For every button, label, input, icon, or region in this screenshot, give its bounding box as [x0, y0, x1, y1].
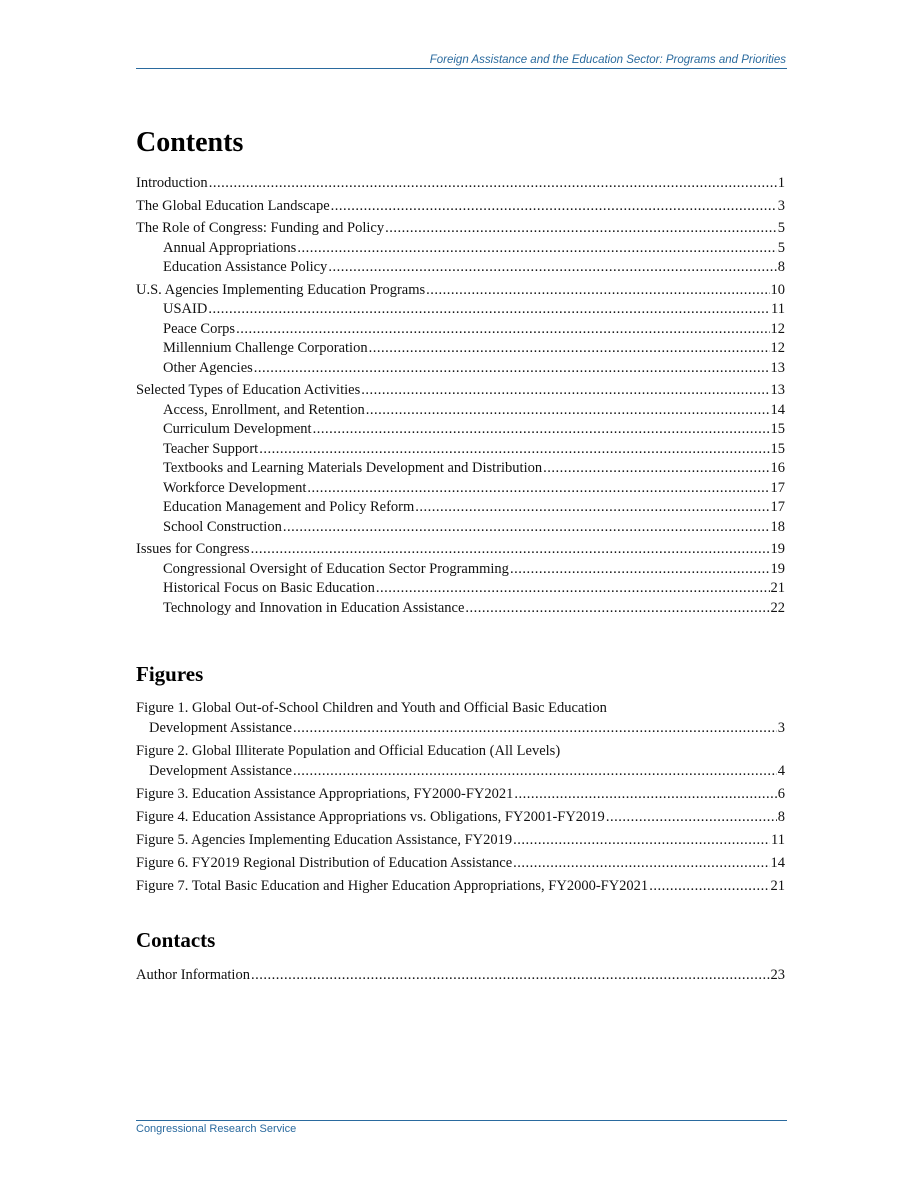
figure-title-continuation: Development Assistance — [149, 720, 292, 736]
toc-entry-textbooks-learning-materials[interactable] — [136, 459, 785, 479]
toc-page-number: 18 — [770, 518, 785, 535]
toc-page-number: 3 — [777, 197, 785, 214]
figure-entry-4[interactable] — [136, 807, 785, 827]
toc-entry-role-of-congress[interactable] — [136, 219, 785, 239]
figure-page-number: 14 — [770, 855, 785, 871]
dot-leader — [513, 853, 769, 873]
toc-page-number: 12 — [770, 320, 785, 337]
toc-entry-introduction[interactable] — [136, 174, 785, 194]
toc-entry-issues-for-congress[interactable] — [136, 540, 785, 560]
toc-page-number: 16 — [770, 460, 785, 476]
toc-entry-congressional-oversight[interactable] — [136, 560, 785, 580]
dot-leader — [649, 876, 769, 896]
toc-entry-millennium-challenge-corporation[interactable] — [136, 339, 785, 359]
figure-title: Figure 7. Total Basic Education and Higher Education Appropriations, FY2000-FY2021 — [136, 878, 649, 894]
figures-heading: Figures — [136, 662, 204, 686]
toc-entry-label: Access, Enrollment, and Retention — [163, 401, 365, 418]
dot-leader — [513, 830, 770, 850]
toc-entry-label: Education Assistance Policy — [163, 259, 328, 275]
toc-entry-annual-appropriations[interactable] — [136, 239, 785, 259]
toc-page-number: 5 — [777, 239, 785, 256]
footer-rule — [136, 1120, 787, 1121]
toc-entry-label: Congressional Oversight of Education Sector Programming — [163, 560, 509, 577]
figure-page-number: 11 — [771, 832, 785, 848]
toc-entry-access-enrollment-retention[interactable] — [136, 401, 785, 421]
toc-entry-label: The Global Education Landscape — [136, 197, 330, 214]
toc-entry-global-education-landscape[interactable] — [136, 197, 785, 217]
dot-leader — [331, 197, 777, 217]
toc-entry-school-construction[interactable] — [136, 518, 785, 538]
figure-title-continuation: Development Assistance — [149, 763, 292, 779]
toc-entry-label: Textbooks and Learning Materials Development and Distribution — [163, 460, 543, 476]
dot-leader — [307, 479, 769, 499]
toc-entry-workforce-development[interactable] — [136, 479, 785, 499]
dot-leader — [254, 359, 770, 379]
contacts-list — [136, 963, 785, 986]
toc-entry-label: Historical Focus on Basic Education — [163, 580, 375, 596]
toc-entry-label: Technology and Innovation in Education Assistance — [163, 599, 465, 616]
toc-page-number: 15 — [770, 421, 785, 437]
dot-leader — [465, 599, 769, 619]
dot-leader — [510, 560, 770, 580]
toc-entry-usaid[interactable] — [136, 300, 785, 320]
toc-page-number: 12 — [770, 340, 785, 356]
toc-entry-label: Other Agencies — [163, 359, 253, 376]
dot-leader — [208, 300, 770, 320]
figure-entry-2[interactable] — [136, 741, 785, 781]
toc-entry-label: U.S. Agencies Implementing Education Programs — [136, 281, 426, 298]
toc-page-number: 17 — [770, 479, 785, 496]
footer-organization: Congressional Research Service — [136, 1123, 297, 1135]
dot-leader — [293, 718, 777, 738]
contents-heading: Contents — [136, 127, 244, 158]
figure-page-number: 6 — [777, 786, 785, 802]
figure-page-number: 21 — [770, 878, 785, 894]
contents-list — [136, 174, 785, 618]
running-header: Foreign Assistance and the Education Sector: Programs and Priorities — [429, 54, 786, 66]
toc-entry-label: Annual Appropriations — [163, 239, 297, 256]
dot-leader — [283, 518, 770, 538]
figure-entry-7[interactable] — [136, 876, 785, 896]
figure-page-number: 8 — [777, 809, 785, 825]
toc-entry-label: USAID — [163, 301, 208, 317]
toc-entry-label: Peace Corps — [163, 320, 236, 337]
figure-title: Figure 3. Education Assistance Appropriations, FY2000-FY2021 — [136, 786, 514, 802]
toc-entry-label: Teacher Support — [163, 440, 259, 457]
dot-leader — [259, 440, 769, 460]
figure-entry-1[interactable] — [136, 698, 785, 738]
toc-entry-education-management-policy-reform[interactable] — [136, 498, 785, 518]
toc-page-number: 14 — [770, 401, 785, 418]
toc-entry-label: The Role of Congress: Funding and Policy — [136, 220, 385, 236]
dot-leader — [251, 966, 770, 986]
toc-entry-label: Curriculum Development — [163, 421, 312, 437]
dot-leader — [236, 320, 769, 340]
toc-entry-label: Introduction — [136, 175, 208, 191]
figure-page-number: 4 — [777, 763, 785, 779]
figure-title: Figure 5. Agencies Implementing Education Assistance, FY2019 — [136, 832, 513, 848]
toc-page-number: 13 — [770, 359, 785, 376]
toc-entry-label: Selected Types of Education Activities — [136, 382, 361, 398]
toc-page-number: 19 — [770, 541, 785, 557]
toc-entry-label: Workforce Development — [163, 479, 307, 496]
toc-entry-label: Education Management and Policy Reform — [163, 499, 415, 515]
toc-entry-other-agencies[interactable] — [136, 359, 785, 379]
figure-entry-3[interactable] — [136, 784, 785, 804]
contacts-heading: Contacts — [136, 928, 216, 952]
contact-page-number: 23 — [770, 967, 785, 983]
toc-entry-us-agencies[interactable] — [136, 281, 785, 301]
toc-entry-selected-types[interactable] — [136, 381, 785, 401]
dot-leader — [369, 339, 770, 359]
dot-leader — [385, 219, 777, 239]
toc-entry-education-assistance-policy[interactable] — [136, 258, 785, 278]
dot-leader — [543, 459, 769, 479]
figure-entry-5[interactable] — [136, 830, 785, 850]
figures-list — [136, 698, 785, 896]
dot-leader — [313, 420, 770, 440]
dot-leader — [251, 540, 770, 560]
dot-leader — [514, 784, 776, 804]
toc-entry-technology-innovation[interactable] — [136, 599, 785, 619]
figure-entry-6[interactable] — [136, 853, 785, 873]
dot-leader — [328, 258, 776, 278]
toc-page-number: 5 — [777, 220, 785, 236]
figure-title-line: Figure 2. Global Illiterate Population and Official Education (All Levels) — [136, 743, 561, 759]
toc-entry-label: Issues for Congress — [136, 541, 250, 557]
toc-entry-historical-focus[interactable] — [136, 579, 785, 599]
dot-leader — [293, 761, 777, 781]
figure-page-number: 3 — [777, 720, 785, 736]
header-rule — [136, 68, 787, 69]
figure-title: Figure 4. Education Assistance Appropriations vs. Obligations, FY2001-FY2019 — [136, 809, 605, 825]
dot-leader — [376, 579, 770, 599]
toc-entry-teacher-support[interactable] — [136, 440, 785, 460]
dot-leader — [366, 401, 770, 421]
toc-page-number: 13 — [770, 382, 785, 398]
dot-leader — [209, 174, 777, 194]
toc-page-number: 21 — [770, 580, 785, 596]
toc-page-number: 22 — [770, 599, 785, 616]
contact-entry-author-information[interactable] — [136, 966, 785, 986]
figure-title: Figure 6. FY2019 Regional Distribution of Education Assistance — [136, 855, 513, 871]
toc-entry-peace-corps[interactable] — [136, 320, 785, 340]
dot-leader — [426, 281, 769, 301]
toc-page-number: 19 — [770, 560, 785, 577]
toc-page-number: 17 — [770, 499, 785, 515]
toc-page-number: 8 — [777, 259, 785, 275]
toc-page-number: 10 — [770, 281, 785, 298]
toc-entry-label: Millennium Challenge Corporation — [163, 340, 368, 356]
dot-leader — [297, 239, 776, 259]
toc-page-number: 1 — [777, 175, 785, 191]
dot-leader — [361, 381, 769, 401]
toc-page-number: 15 — [770, 440, 785, 457]
toc-entry-label: School Construction — [163, 518, 282, 535]
dot-leader — [415, 498, 769, 518]
toc-page-number: 11 — [771, 301, 785, 317]
dot-leader — [606, 807, 777, 827]
figure-title-line: Figure 1. Global Out-of-School Children and Youth and Official Basic Education — [136, 700, 607, 716]
contact-entry-label: Author Information — [136, 967, 250, 983]
toc-entry-curriculum-development[interactable] — [136, 420, 785, 440]
